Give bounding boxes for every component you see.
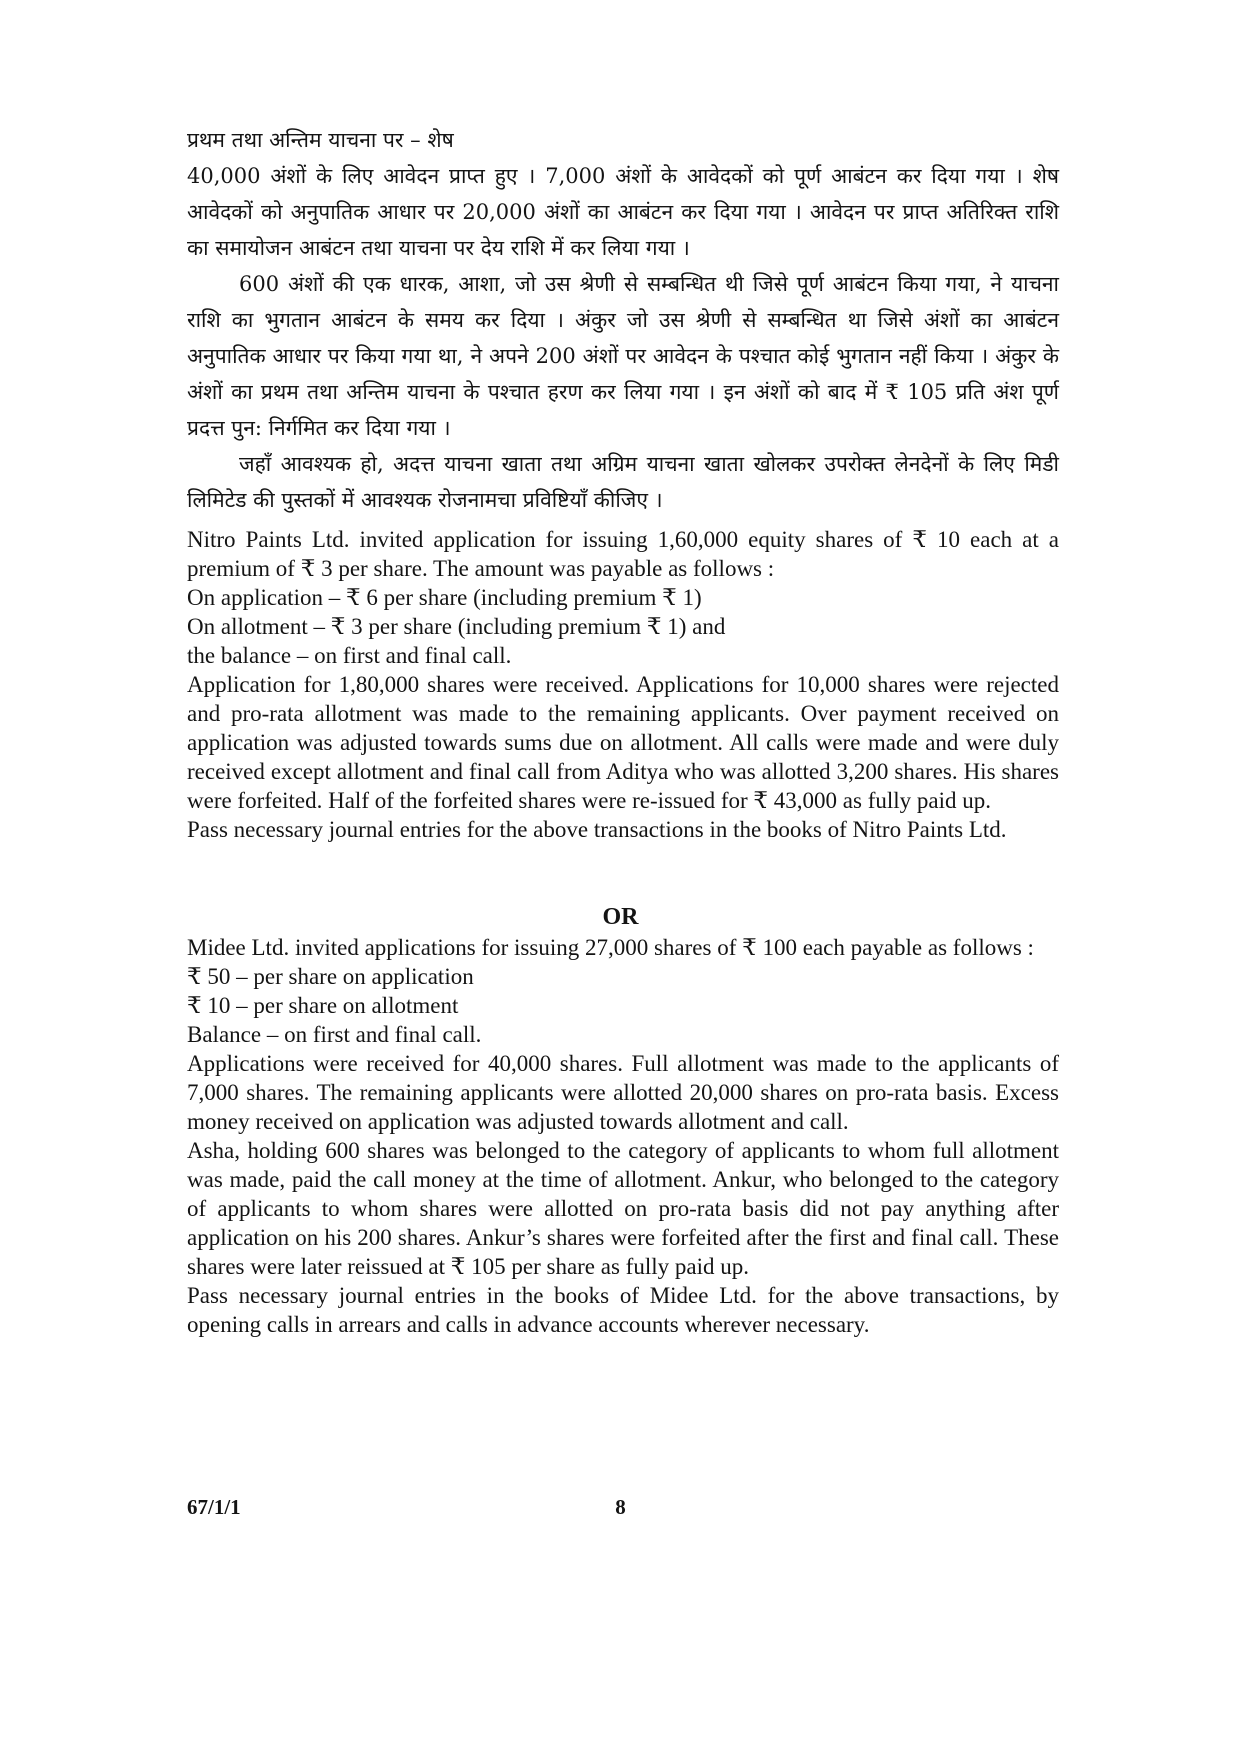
hindi-paragraph-applications: 40,000 अंशों के लिए आवेदन प्राप्त हुए । 7,000 अंशों के आवेदकों को पूर्ण आबंटन कर दिया गया । शेष आवेदकों को अनुपातिक आधार पर 20,000 अंशों का आबंटन कर दिया गया । आवेदन पर प्राप्त अतिरिक्त राशि का समायोजन आबंटन तथा याचना पर देय राशि में कर लिया गया । [187, 164, 1059, 260]
midee-body-asha-ankur: Asha, holding 600 shares was belonged to the category of applicants to whom full allotment was made, paid the call money at the time of allotment. Ankur, who belonged to the category of applicants to whom shares were allotted on pro-rata basis did not pay anything after application on his 200 shares. Ankur’s shares were forfeited after the first and final call. These shares were later reissued at ₹ 105 per share as fully paid up. [187, 1138, 1059, 1279]
hindi-paragraph-instruction: जहाँ आवश्यक हो, अदत्त याचना खाता तथा अग्रिम याचना खाता खोलकर उपरोक्त लेनदेनों के लिए मिडी लिमिटेड की पुस्तकों में आवश्यक रोजनामचा प्रविष्टियाँ कीजिए । [187, 452, 1059, 512]
or-separator: OR [602, 904, 639, 930]
midee-body-applications: Applications were received for 40,000 shares. Full allotment was made to the applicants of 7,000 shares. The remaining applicants were allotted 20,000 shares on pro-rata basis. Excess money received on application was adjusted towards allotment and call. [187, 1051, 1059, 1134]
question-nitro-paints [187, 525, 1059, 844]
midee-intro: Midee Ltd. invited applications for issuing 27,000 shares of ₹ 100 each payable as follows : [187, 935, 1034, 960]
nitro-intro: Nitro Paints Ltd. invited application for issuing 1,60,000 equity shares of ₹ 10 each at a premium of ₹ 3 per share. The amount was payable as follows : [187, 527, 1059, 581]
hindi-section [187, 122, 1059, 518]
nitro-term-allotment: On allotment – ₹ 3 per share (including premium ₹ 1) and [187, 614, 726, 639]
nitro-body: Application for 1,80,000 shares were received. Applications for 10,000 shares were rejected and pro-rata allotment was made to the remaining applicants. Over payment received on application was adjusted towards sums due on allotment. All calls were made and were duly received except allotment and final call from Aditya who was allotted 3,200 shares. His shares were forfeited. Half of the forfeited shares were re-issued for ₹ 43,000 as fully paid up. [187, 672, 1059, 813]
nitro-term-balance: the balance – on first and final call. [187, 643, 512, 668]
question-midee [187, 933, 1059, 1339]
page-number: 8 [615, 1495, 626, 1519]
midee-term-balance: Balance – on first and final call. [187, 1022, 482, 1047]
midee-term-application: ₹ 50 – per share on application [187, 964, 474, 989]
nitro-term-application: On application – ₹ 6 per share (including premium ₹ 1) [187, 585, 702, 610]
hindi-line-final-call: प्रथम तथा अन्तिम याचना पर – शेष [187, 128, 454, 152]
paper-code: 67/1/1 [187, 1495, 241, 1519]
nitro-instruction: Pass necessary journal entries for the above transactions in the books of Nitro Paints Ltd. [187, 817, 1007, 842]
midee-term-allotment: ₹ 10 – per share on allotment [187, 993, 459, 1018]
hindi-paragraph-asha-ankur: 600 अंशों की एक धारक, आशा, जो उस श्रेणी से सम्बन्धित थी जिसे पूर्ण आबंटन किया गया, ने याचना राशि का भुगतान आबंटन के समय कर दिया । अंकुर जो उस श्रेणी से सम्बन्धित था जिसे अंशों का आबंटन अनुपातिक आधार पर किया गया था, ने अपने 200 अंशों पर आवेदन के पश्चात कोई भुगतान नहीं किया । अंकुर के अंशों का प्रथम तथा अन्तिम याचना के पश्चात हरण कर लिया गया । इन अंशों को बाद में ₹ 105 प्रति अंश पूर्ण प्रदत्त पुन: निर्गमित कर दिया गया । [187, 272, 1059, 440]
midee-instruction: Pass necessary journal entries in the books of Midee Ltd. for the above transactions, by opening calls in arrears and calls in advance accounts wherever necessary. [187, 1283, 1059, 1337]
